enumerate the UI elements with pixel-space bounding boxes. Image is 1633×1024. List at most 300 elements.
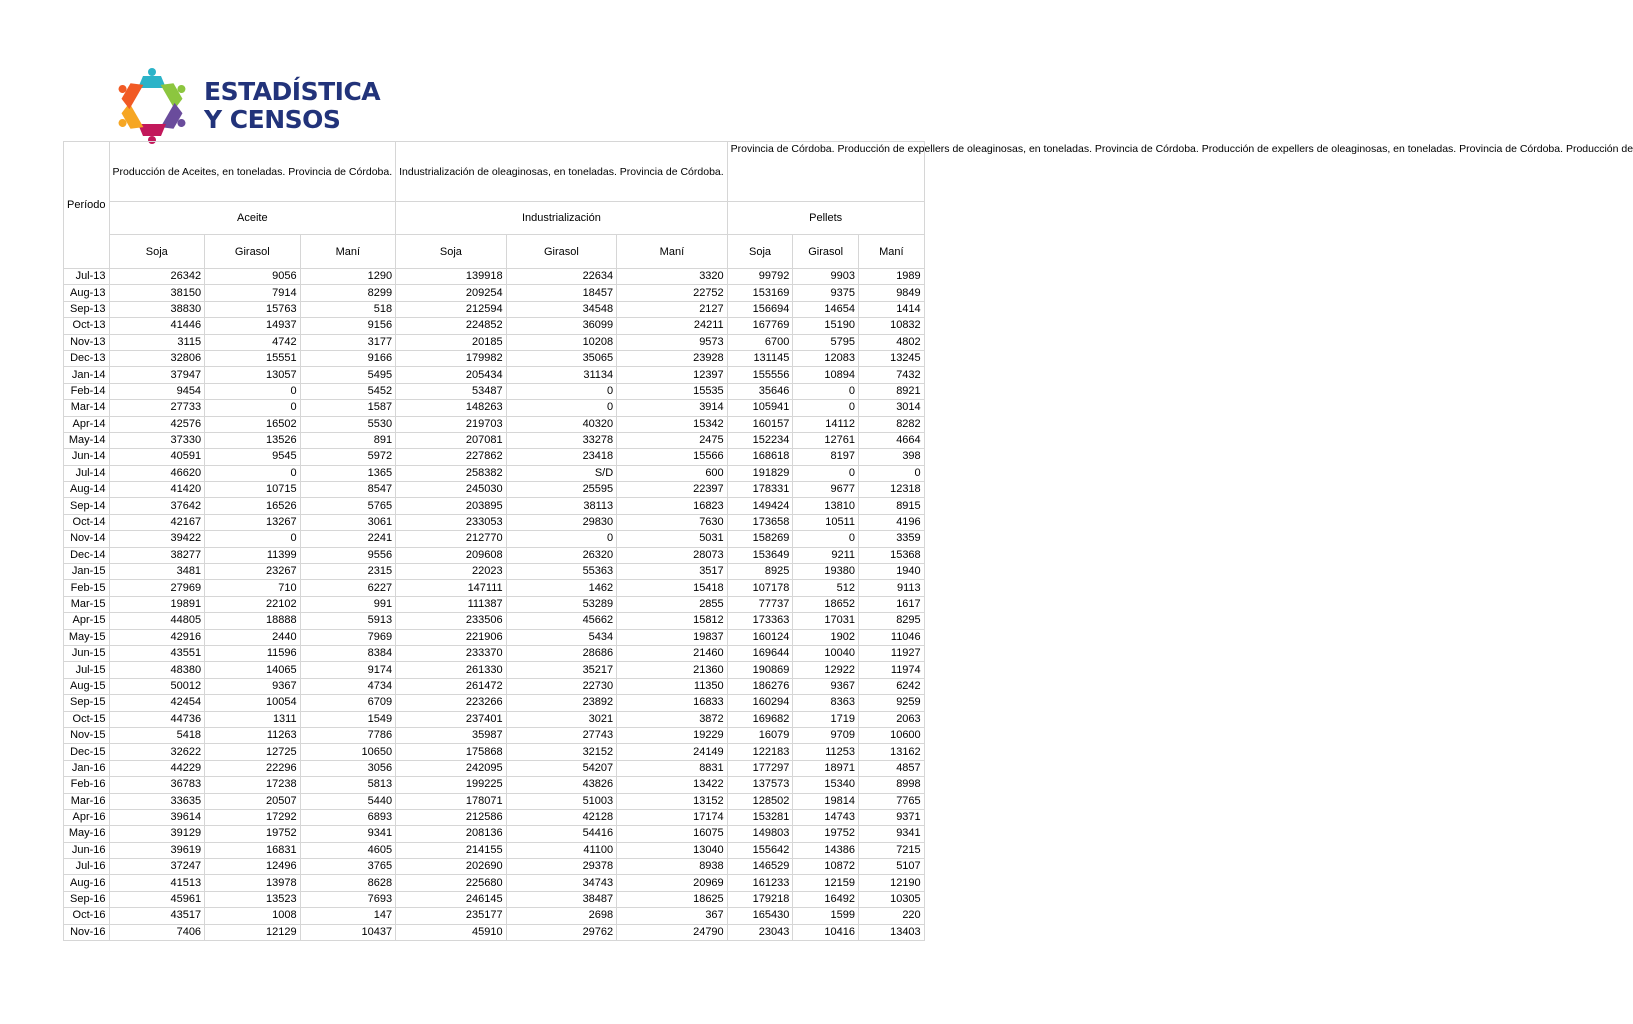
table-cell: 8295 [858,613,924,629]
table-row [64,744,925,760]
table-cell: 45961 [109,891,205,907]
table-cell: 3014 [858,400,924,416]
table-cell: 149424 [727,498,793,514]
table-cell: 9367 [793,678,859,694]
table-cell: 12129 [205,924,301,940]
table-cell: 2127 [617,301,728,317]
table-cell: 147 [300,908,396,924]
table-cell: 12496 [205,859,301,875]
period-cell: Feb-15 [64,580,110,596]
table-cell: 42128 [506,809,617,825]
table-cell: 14112 [793,416,859,432]
table-row [64,350,925,366]
subcolumn-header: Girasol [205,235,301,269]
table-cell: 15763 [205,301,301,317]
table-row [64,482,925,498]
table-cell: S/D [506,465,617,481]
table-row [64,400,925,416]
table-cell: 15418 [617,580,728,596]
table-cell: 12922 [793,662,859,678]
table-cell: 23892 [506,695,617,711]
table-cell: 10872 [793,859,859,875]
table-cell: 2440 [205,629,301,645]
table-cell: 45662 [506,613,617,629]
table-cell: 12761 [793,432,859,448]
table-cell: 147111 [396,580,507,596]
table-cell: 6893 [300,809,396,825]
period-cell: Apr-16 [64,809,110,825]
table-cell: 5031 [617,531,728,547]
table-row [64,301,925,317]
table-cell: 29378 [506,859,617,875]
table-cell: 54207 [506,760,617,776]
table-cell: 15342 [617,416,728,432]
table-cell: 161233 [727,875,793,891]
table-cell: 42916 [109,629,205,645]
table-cell: 9341 [858,826,924,842]
table-cell: 13040 [617,842,728,858]
period-cell: Dec-14 [64,547,110,563]
table-cell: 6227 [300,580,396,596]
table-row [64,875,925,891]
table-cell: 18888 [205,613,301,629]
table-cell: 12318 [858,482,924,498]
table-cell: 11350 [617,678,728,694]
table-cell: 225680 [396,875,507,891]
table-cell: 5530 [300,416,396,432]
table-cell: 398 [858,449,924,465]
table-cell: 9709 [793,727,859,743]
table-cell: 43517 [109,908,205,924]
table-cell: 179982 [396,350,507,366]
table-cell: 710 [205,580,301,596]
table-cell: 203895 [396,498,507,514]
table-cell: 19752 [205,826,301,842]
table-cell: 10600 [858,727,924,743]
period-cell: Mar-14 [64,400,110,416]
table-cell: 18971 [793,760,859,776]
table-cell: 600 [617,465,728,481]
table-cell: 37330 [109,432,205,448]
subcolumn-header: Maní [858,235,924,269]
table-cell: 4664 [858,432,924,448]
period-cell: Jul-15 [64,662,110,678]
table-row [64,334,925,350]
table-cell: 9375 [793,285,859,301]
table-cell: 24211 [617,318,728,334]
table-cell: 13422 [617,777,728,793]
table-cell: 10894 [793,367,859,383]
period-cell: May-14 [64,432,110,448]
table-cell: 11263 [205,727,301,743]
table-cell: 13162 [858,744,924,760]
table-cell: 33635 [109,793,205,809]
period-cell: Jun-14 [64,449,110,465]
period-cell: Feb-16 [64,777,110,793]
table-cell: 24790 [617,924,728,940]
table-cell: 7786 [300,727,396,743]
table-cell: 32622 [109,744,205,760]
table-cell: 44736 [109,711,205,727]
table-cell: 224852 [396,318,507,334]
table-cell: 16502 [205,416,301,432]
table-cell: 107178 [727,580,793,596]
period-cell: Aug-16 [64,875,110,891]
table-cell: 11927 [858,645,924,661]
statistics-table [63,141,1633,941]
table-cell: 48380 [109,662,205,678]
table-cell: 8363 [793,695,859,711]
table-cell: 38113 [506,498,617,514]
table-cell: 5434 [506,629,617,645]
table-cell: 16833 [617,695,728,711]
table-cell: 10832 [858,318,924,334]
table-cell: 8197 [793,449,859,465]
table-cell: 3056 [300,760,396,776]
table-cell: 177297 [727,760,793,776]
table-cell: 77737 [727,596,793,612]
table-cell: 24149 [617,744,728,760]
table-cell: 53487 [396,383,507,399]
table-cell: 4802 [858,334,924,350]
table-cell: 15190 [793,318,859,334]
group-title-aceite: Producción de Aceites, en toneladas. Provincia de Córdoba. [109,142,396,202]
table-cell: 178331 [727,482,793,498]
table-cell: 12159 [793,875,859,891]
table-cell: 209254 [396,285,507,301]
period-header: Período [64,142,110,269]
table-cell: 122183 [727,744,793,760]
table-cell: 149803 [727,826,793,842]
table-row [64,908,925,924]
table-cell: 8921 [858,383,924,399]
table-cell: 29830 [506,514,617,530]
table-row [64,318,925,334]
table-cell: 227862 [396,449,507,465]
table-cell: 10305 [858,891,924,907]
table-row [64,777,925,793]
table-cell: 5795 [793,334,859,350]
table-cell: 20185 [396,334,507,350]
table-cell: 15340 [793,777,859,793]
table-cell: 891 [300,432,396,448]
table-cell: 1290 [300,269,396,285]
table-row [64,826,925,842]
table-row [64,842,925,858]
table-cell: 1008 [205,908,301,924]
table-cell: 2475 [617,432,728,448]
table-cell: 2241 [300,531,396,547]
table-cell: 42576 [109,416,205,432]
table-cell: 17174 [617,809,728,825]
table-cell: 5972 [300,449,396,465]
table-cell: 13978 [205,875,301,891]
table-cell: 518 [300,301,396,317]
table-row [64,285,925,301]
period-cell: Nov-15 [64,727,110,743]
group-title-industrializacion: Industrialización de oleaginosas, en toneladas. Provincia de Córdoba. [396,142,728,202]
table-row [64,809,925,825]
table-cell: 38830 [109,301,205,317]
logo-wordmark [204,78,380,134]
table-cell: 22752 [617,285,728,301]
table-cell: 10054 [205,695,301,711]
table-cell: 22102 [205,596,301,612]
table-cell: 19814 [793,793,859,809]
table-row [64,465,925,481]
table-cell: 246145 [396,891,507,907]
table-cell: 12190 [858,875,924,891]
table-cell: 35217 [506,662,617,678]
table-cell: 10715 [205,482,301,498]
table-cell: 3177 [300,334,396,350]
table-row [64,416,925,432]
table-cell: 50012 [109,678,205,694]
table-cell: 160294 [727,695,793,711]
period-cell: Oct-16 [64,908,110,924]
table-cell: 7406 [109,924,205,940]
table-cell: 131145 [727,350,793,366]
table-cell: 9545 [205,449,301,465]
table-cell: 3359 [858,531,924,547]
table-cell: 42454 [109,695,205,711]
table-cell: 43551 [109,645,205,661]
estadistica-logo-icon [114,68,190,144]
table-cell: 5452 [300,383,396,399]
table-cell: 20507 [205,793,301,809]
period-cell: Apr-14 [64,416,110,432]
table-cell: 36099 [506,318,617,334]
table-cell: 25595 [506,482,617,498]
table-cell: 9174 [300,662,396,678]
table-cell: 41446 [109,318,205,334]
table-cell: 9556 [300,547,396,563]
table-cell: 178071 [396,793,507,809]
table-cell: 155642 [727,842,793,858]
table-cell: 0 [506,531,617,547]
table-cell: 23418 [506,449,617,465]
table-cell: 13523 [205,891,301,907]
table-cell: 4857 [858,760,924,776]
table-cell: 18625 [617,891,728,907]
table-cell: 160157 [727,416,793,432]
table-cell: 9259 [858,695,924,711]
table-cell: 10208 [506,334,617,350]
table-cell: 46620 [109,465,205,481]
table-row [64,613,925,629]
table-cell: 10416 [793,924,859,940]
table-row [64,564,925,580]
period-cell: May-15 [64,629,110,645]
table-row [64,793,925,809]
table-cell: 9367 [205,678,301,694]
table-cell: 41513 [109,875,205,891]
period-cell: May-16 [64,826,110,842]
table-row [64,924,925,940]
table-cell: 8925 [727,564,793,580]
table-cell: 9573 [617,334,728,350]
table-cell: 11046 [858,629,924,645]
table-cell: 8998 [858,777,924,793]
period-cell: Mar-16 [64,793,110,809]
period-cell: Sep-16 [64,891,110,907]
table-cell: 9677 [793,482,859,498]
table-cell: 9211 [793,547,859,563]
table-cell: 38277 [109,547,205,563]
period-cell: Dec-13 [64,350,110,366]
table-cell: 0 [506,400,617,416]
table-row [64,269,925,285]
table-cell: 8915 [858,498,924,514]
table-cell: 9056 [205,269,301,285]
table-body [64,269,925,941]
table-cell: 14937 [205,318,301,334]
period-cell: Oct-14 [64,514,110,530]
table-cell: 13810 [793,498,859,514]
table-cell: 12083 [793,350,859,366]
table-cell: 23928 [617,350,728,366]
table-cell: 3481 [109,564,205,580]
table-cell: 186276 [727,678,793,694]
table-cell: 13057 [205,367,301,383]
table-row [64,629,925,645]
table-cell: 233053 [396,514,507,530]
table-cell: 21460 [617,645,728,661]
table-cell: 55363 [506,564,617,580]
table-cell: 44229 [109,760,205,776]
table-cell: 8384 [300,645,396,661]
table-cell: 367 [617,908,728,924]
table-cell: 0 [205,465,301,481]
subcolumn-header: Girasol [506,235,617,269]
period-cell: Feb-14 [64,383,110,399]
subcolumn-header: Soja [396,235,507,269]
subcolumn-header: Maní [617,235,728,269]
table-cell: 137573 [727,777,793,793]
table-cell: 105941 [727,400,793,416]
period-cell: Jan-14 [64,367,110,383]
table-cell: 5495 [300,367,396,383]
table-cell: 39614 [109,809,205,825]
table-row [64,859,925,875]
table-cell: 169644 [727,645,793,661]
table-cell: 148263 [396,400,507,416]
table-cell: 5440 [300,793,396,809]
table-cell: 14065 [205,662,301,678]
table-cell: 175868 [396,744,507,760]
subcolumn-header: Soja [727,235,793,269]
table-cell: 0 [205,400,301,416]
table-cell: 5765 [300,498,396,514]
table-cell: 208136 [396,826,507,842]
table-cell: 16079 [727,727,793,743]
table-cell: 5418 [109,727,205,743]
table-row [64,432,925,448]
table-cell: 233506 [396,613,507,629]
table-cell: 34548 [506,301,617,317]
table-row [64,711,925,727]
period-cell: Jul-16 [64,859,110,875]
table-cell: 40591 [109,449,205,465]
table-cell: 15812 [617,613,728,629]
table-cell: 37247 [109,859,205,875]
table-cell: 22634 [506,269,617,285]
table-cell: 168618 [727,449,793,465]
table-cell: 219703 [396,416,507,432]
table-cell: 20969 [617,875,728,891]
table-cell: 44805 [109,613,205,629]
table-cell: 4196 [858,514,924,530]
period-cell: Nov-16 [64,924,110,940]
table-cell: 160124 [727,629,793,645]
table-row [64,367,925,383]
table-cell: 13403 [858,924,924,940]
table-cell: 8628 [300,875,396,891]
table-cell: 3115 [109,334,205,350]
table-cell: 8282 [858,416,924,432]
table-cell: 191829 [727,465,793,481]
table-cell: 0 [793,383,859,399]
table-cell: 167769 [727,318,793,334]
table-cell: 4734 [300,678,396,694]
period-cell: Apr-15 [64,613,110,629]
table-cell: 41420 [109,482,205,498]
table-cell: 40320 [506,416,617,432]
table-cell: 28073 [617,547,728,563]
table-cell: 33278 [506,432,617,448]
table-cell: 9156 [300,318,396,334]
table-cell: 2698 [506,908,617,924]
table-cell: 22730 [506,678,617,694]
table-cell: 27969 [109,580,205,596]
table-cell: 14743 [793,809,859,825]
table-cell: 9903 [793,269,859,285]
table-cell: 53289 [506,596,617,612]
table-cell: 34743 [506,875,617,891]
table-cell: 153169 [727,285,793,301]
table-cell: 5813 [300,777,396,793]
table-cell: 35987 [396,727,507,743]
table-cell: 9166 [300,350,396,366]
table-cell: 2855 [617,596,728,612]
table-cell: 212586 [396,809,507,825]
logo-line-1: ESTADÍSTICA [204,77,381,106]
table-cell: 1989 [858,269,924,285]
table-cell: 9113 [858,580,924,596]
table-cell: 10040 [793,645,859,661]
table-cell: 18652 [793,596,859,612]
table-cell: 9371 [858,809,924,825]
table-cell: 258382 [396,465,507,481]
table-cell: 205434 [396,367,507,383]
table-cell: 190869 [727,662,793,678]
table-row [64,383,925,399]
table-cell: 146529 [727,859,793,875]
table-cell: 235177 [396,908,507,924]
table-cell: 3061 [300,514,396,530]
table-cell: 7969 [300,629,396,645]
table-cell: 19229 [617,727,728,743]
table-cell: 15551 [205,350,301,366]
period-cell: Jun-16 [64,842,110,858]
table-cell: 7630 [617,514,728,530]
table-cell: 11596 [205,645,301,661]
table-cell: 12725 [205,744,301,760]
table-cell: 42167 [109,514,205,530]
table-cell: 0 [205,531,301,547]
group-label-industrializacion: Industrialización [396,202,728,235]
table-cell: 16823 [617,498,728,514]
